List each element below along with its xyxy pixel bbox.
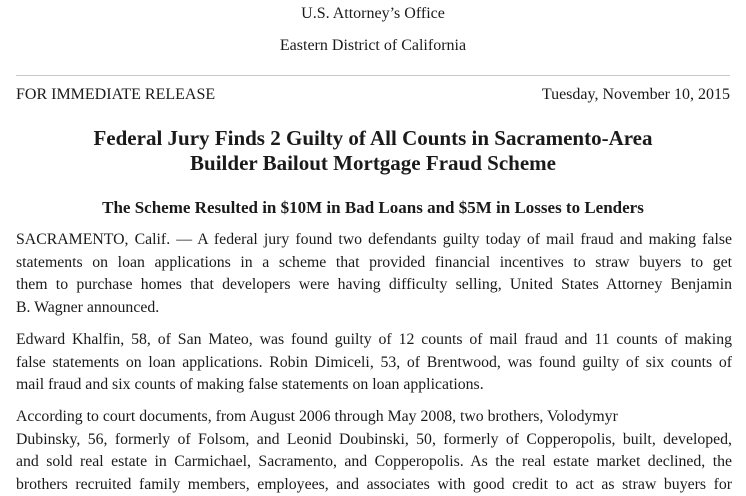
headline xyxy=(0,126,746,176)
office-header: U.S. Attorney’s Office xyxy=(0,4,746,24)
paragraph-3 xyxy=(16,406,732,496)
release-label: FOR IMMEDIATE RELEASE xyxy=(16,85,215,105)
paragraph-1 xyxy=(16,229,732,319)
subheadline: The Scheme Resulted in $10M in Bad Loans and $5M in Losses to Lenders xyxy=(0,197,746,219)
headline-line-1: Federal Jury Finds 2 Guilty of All Counts in Sacramento-Area xyxy=(0,126,746,151)
paragraph-line: and sold real estate in Carmichael, Sacramento, and Copperopolis. As the real estate market declined, the xyxy=(16,451,732,474)
paragraph-2 xyxy=(16,329,732,397)
paragraph-line: According to court documents, from August 2006 through May 2008, two brothers, Volodymyr xyxy=(16,406,732,429)
paragraph-line: SACRAMENTO, Calif. — A federal jury found two defendants guilty today of mail fraud and making false xyxy=(16,229,732,252)
paragraph-line: false statements on loan applications. Robin Dimiceli, 53, of Brentwood, was found guilty of six counts of xyxy=(16,352,732,375)
paragraph-line: statements on loan applications in a scheme that provided financial incentives to straw buyers to get xyxy=(16,252,732,275)
paragraph-line: B. Wagner announced. xyxy=(16,297,732,320)
headline-line-2: Builder Bailout Mortgage Fraud Scheme xyxy=(0,151,746,176)
paragraph-line: Dubinsky, 56, formerly of Folsom, and Leonid Doubinski, 50, formerly of Copperopolis, built, developed, xyxy=(16,429,732,452)
paragraph-line: them to purchase homes that developers were having difficulty selling, United States Attorney Benjamin xyxy=(16,274,732,297)
release-date: Tuesday, November 10, 2015 xyxy=(542,85,730,105)
header-divider xyxy=(16,75,730,76)
paragraph-line: mail fraud and six counts of making false statements on loan applications. xyxy=(16,374,732,397)
paragraph-line: Edward Khalfin, 58, of San Mateo, was found guilty of 12 counts of mail fraud and 11 counts of making xyxy=(16,329,732,352)
paragraph-line: brothers recruited family members, employees, and associates with good credit to act as straw buyers for xyxy=(16,474,732,496)
district-header: Eastern District of California xyxy=(0,36,746,56)
